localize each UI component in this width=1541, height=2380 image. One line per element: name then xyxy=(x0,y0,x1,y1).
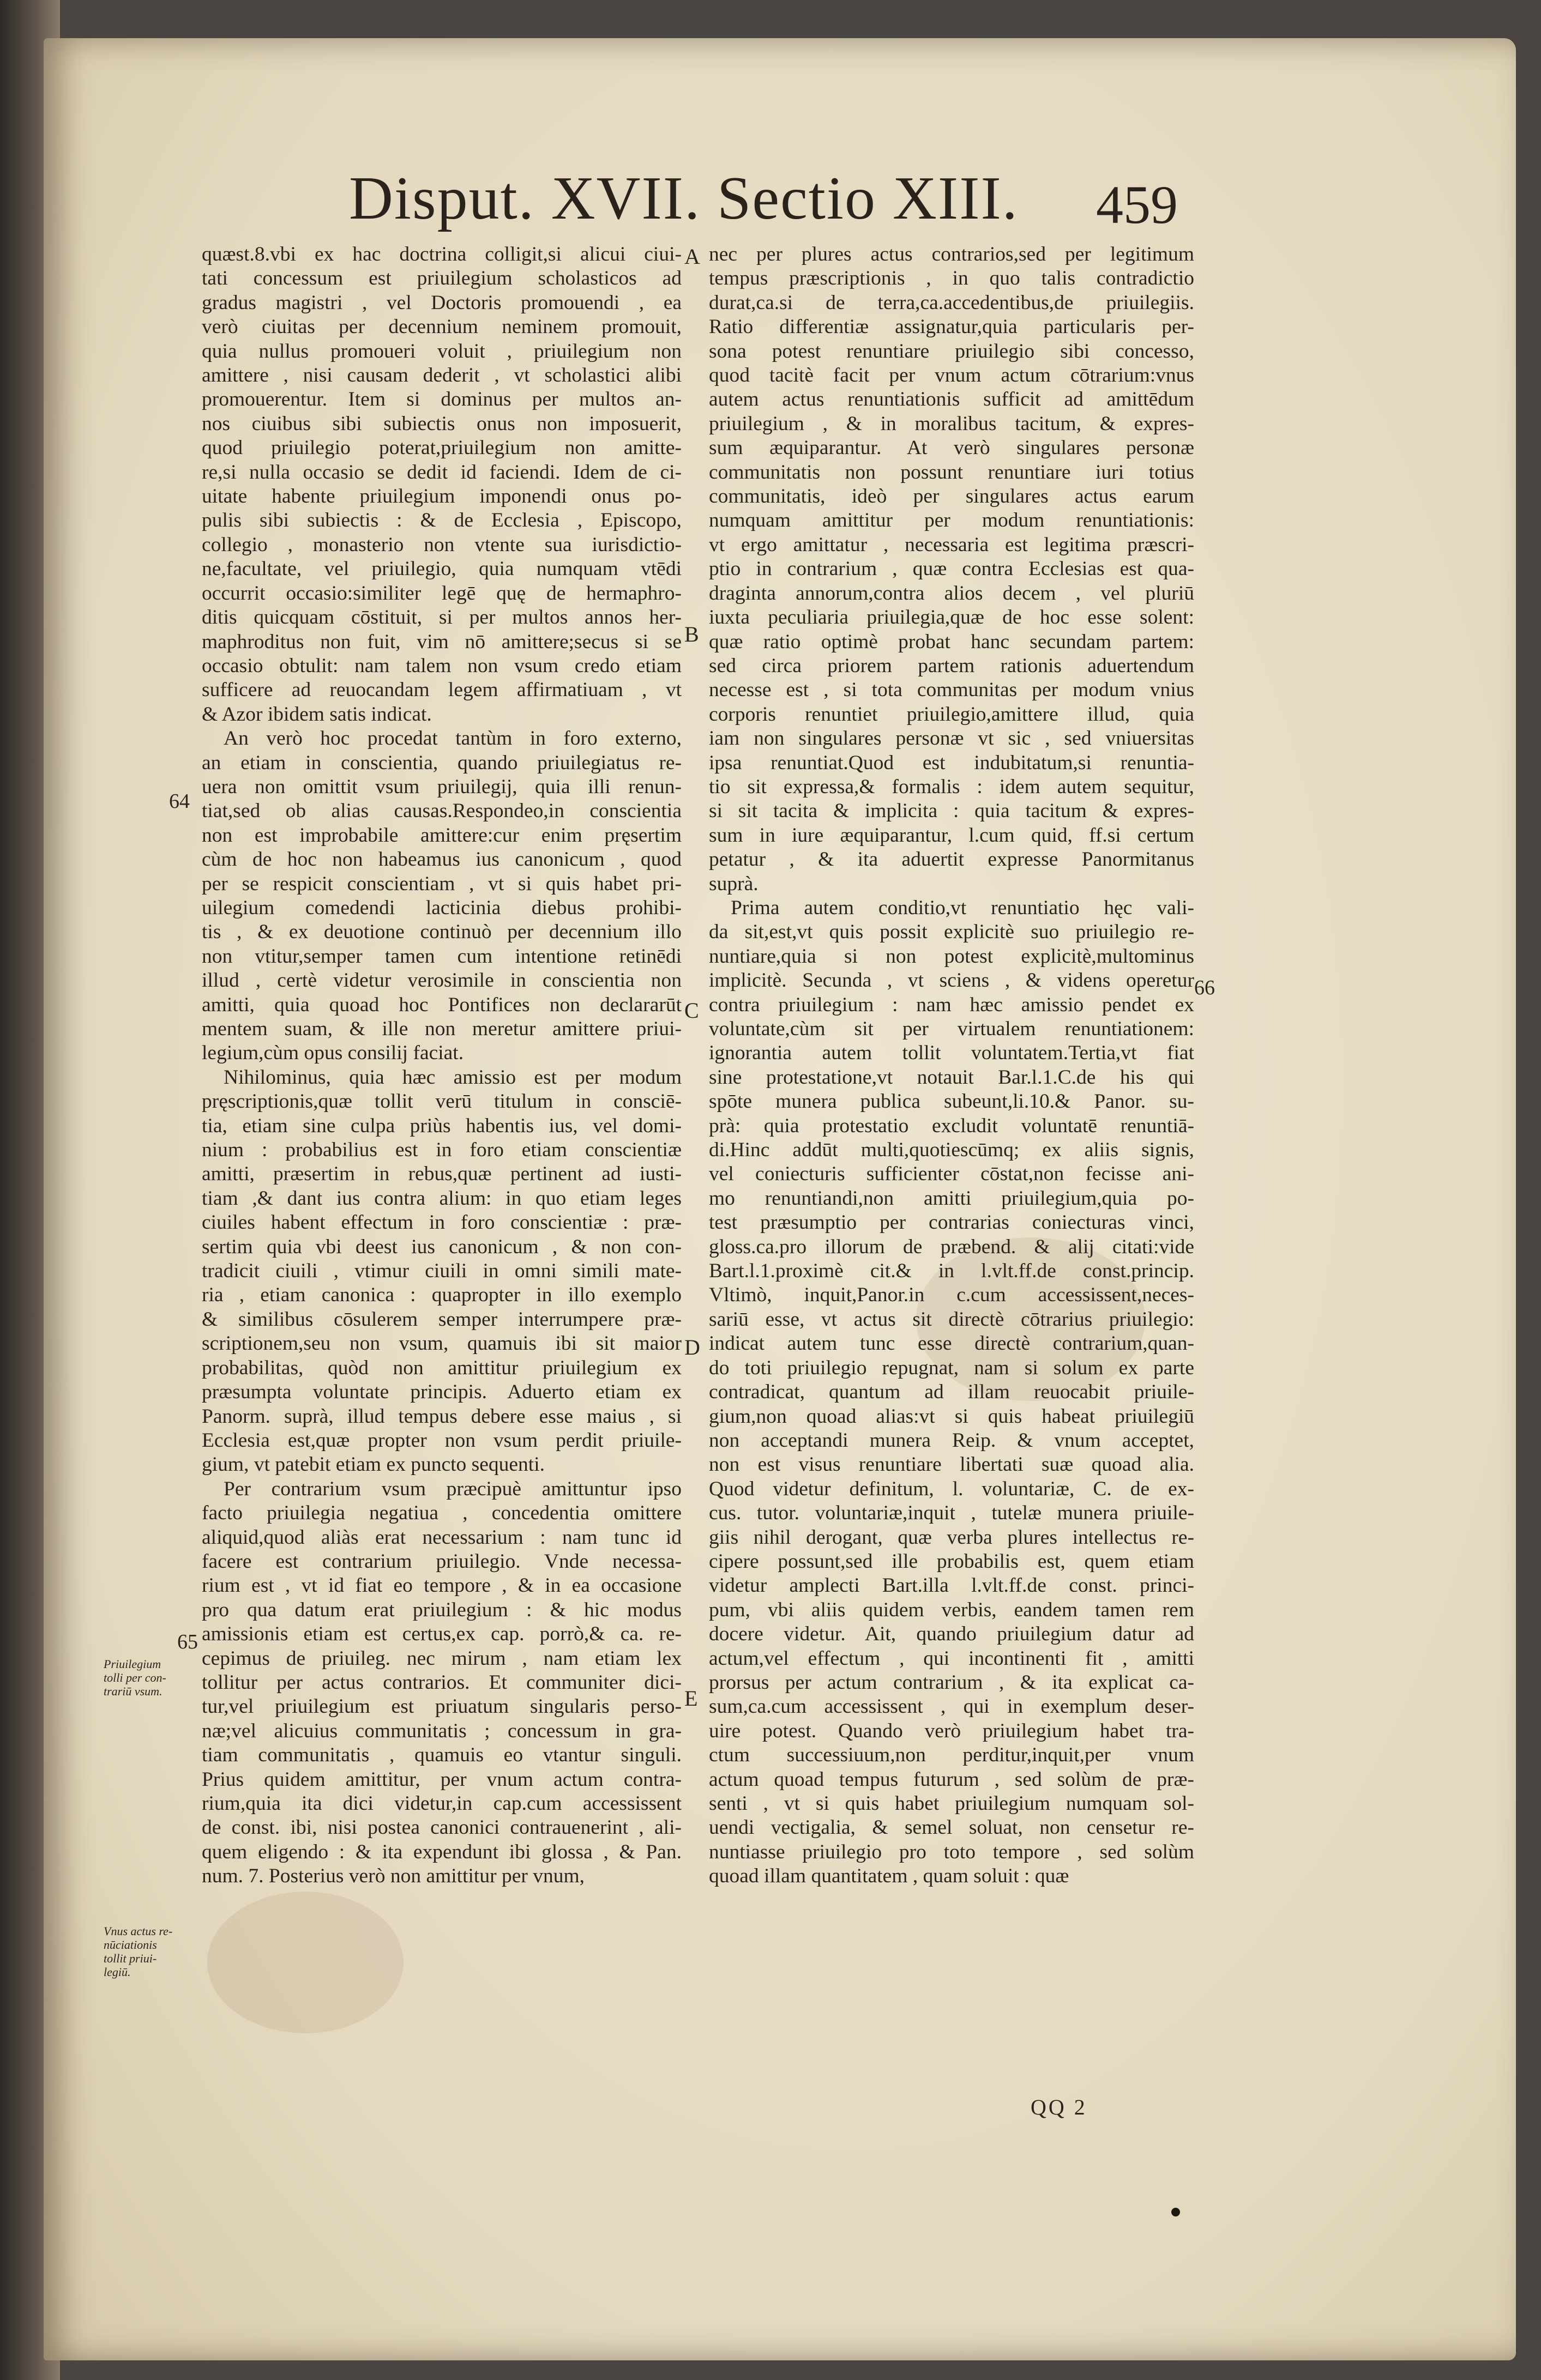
text-line: ditis quicquam cōstituit, si per multos annos her- xyxy=(202,606,682,629)
paper-stain xyxy=(207,1892,404,2033)
text-line: uilegium comedendi lacticinia diebus prohibi- xyxy=(202,896,682,919)
text-line: Panorm. suprà, illud tempus debere esse maius , si xyxy=(202,1405,682,1428)
right-column xyxy=(709,243,1194,1889)
paragraph-number-65: 65 xyxy=(177,1630,198,1653)
text-line: per se respicit conscientiam , vt si quis habet pri- xyxy=(202,872,682,895)
ink-dot xyxy=(1171,2208,1180,2216)
text-line: tempus præscriptionis , in quo talis contradictio xyxy=(709,267,1194,290)
text-line: Per contrarium vsum præcipuè amittuntur ipso xyxy=(224,1477,682,1500)
text-line: implicitè. Secunda , vt sciens , & videns operetur xyxy=(709,969,1194,992)
marginal-note-line: tolli per con- xyxy=(104,1671,166,1684)
text-line: durat,ca.si de terra,ca.accedentibus,de priuilegiis. xyxy=(709,291,1194,314)
text-line: num. 7. Posterius verò non amittitur per vnum, xyxy=(202,1865,585,1888)
paragraph-number-66: 66 xyxy=(1194,976,1215,999)
text-line: Prius quidem amittitur, per vnum actum contra- xyxy=(202,1768,682,1791)
text-line: sum æquiparantur. At verò singulares personæ xyxy=(709,437,1194,460)
text-line: actum,vel effectum , qui incontinenti fit , amitti xyxy=(709,1647,1194,1670)
text-line: quem eligendo : & ita expendunt ibi glossa , & Pan. xyxy=(202,1840,682,1863)
text-line: contradicat, quantum ad illam reuocabit priuile- xyxy=(709,1381,1194,1404)
text-line: non est improbabile amittere:cur enim pręsertim xyxy=(202,824,682,847)
left-column xyxy=(202,243,682,1889)
text-line: communitatis non possunt renuntiare iuri totius xyxy=(709,461,1194,484)
text-line: næ;vel alicuius communitatis ; concessum in gra- xyxy=(202,1719,682,1742)
text-line: amitti, præsertim in rebus,quæ pertinent ad iusti- xyxy=(202,1163,682,1186)
text-line: nuntiasse priuilegio pro toto tempore , sed solùm xyxy=(709,1840,1194,1863)
text-line: ria , etiam canonica : quapropter in illo exemplo xyxy=(202,1284,682,1307)
text-line: ptio in contrarium , quæ contra Ecclesias est qua- xyxy=(709,558,1194,581)
text-line: non vtitur,semper tamen cum intentione retinēdi xyxy=(202,945,682,968)
text-line: sum in iure æquiparantur, l.cum quid, ff.si certum xyxy=(709,824,1194,847)
section-letter-c: C xyxy=(684,998,699,1023)
text-line: test præsumptio per contrarias coniecturas vinci, xyxy=(709,1211,1194,1234)
text-line: An verò hoc procedat tantùm in foro externo, xyxy=(224,727,682,750)
text-line: tis , & ex deuotione continuò per decennium illo xyxy=(202,921,682,944)
text-line: aliquid,quod aliàs erat necessarium : nam tunc id xyxy=(202,1526,682,1549)
text-line: legium,cùm opus consilij faciat. xyxy=(202,1042,464,1065)
text-line: pręscriptionis,quæ tollit verū titulum in consciē- xyxy=(202,1090,682,1113)
text-line: da sit,est,vt quis possit explicitè suo priuilegio re- xyxy=(709,921,1194,944)
text-line: Ratio differentiæ assignatur,quia particularis per- xyxy=(709,316,1194,339)
text-line: vt ergo amittatur , necessaria est legitima præscri- xyxy=(709,533,1194,556)
text-line: docere videtur. Ait, quando priuilegium datur ad xyxy=(709,1623,1194,1646)
marginal-note-single-act xyxy=(104,1924,196,1979)
text-line: verò ciuitas per decennium neminem promouit, xyxy=(202,316,682,339)
text-line: uera non omittit vsum priuilegij, quia illi renun- xyxy=(202,775,682,798)
text-line: Prima autem conditio,vt renuntiatio hęc vali- xyxy=(731,896,1194,919)
marginal-note-line: tollit priui- xyxy=(104,1952,157,1965)
text-line: tiat,sed ob alias causas.Respondeo,in conscientia xyxy=(202,800,682,823)
text-line: autem actus renuntiationis sufficit ad amittēdum xyxy=(709,388,1194,411)
text-line: tollitur per actus contrarios. Et communiter dici- xyxy=(202,1671,682,1694)
marginal-note-line: legiū. xyxy=(104,1965,131,1979)
text-line: maphroditus non fuit, vim nō amittere;secus si se xyxy=(202,630,682,653)
text-line: draginta annorum,contra alios decem , vel pluriū xyxy=(709,582,1194,605)
text-line: videtur amplecti Bart.illa l.vlt.ff.de const. princi- xyxy=(709,1574,1194,1597)
section-letter-e: E xyxy=(684,1686,698,1711)
running-head: Disput. XVII. Sectio XIII. xyxy=(349,165,1019,232)
text-line: tia, etiam sine culpa priùs habentis ius, vel domi- xyxy=(202,1114,682,1137)
text-line: di.Hinc addūt multi,quotiescūmq; ex aliis signis, xyxy=(709,1139,1194,1162)
text-line: facto priuilegia negatiua , concedentia omittere xyxy=(202,1502,682,1525)
text-line: facere est contrarium priuilegio. Vnde necessa- xyxy=(202,1550,682,1573)
text-line: cipere possunt,sed ille probabilis est, quem etiam xyxy=(709,1550,1194,1573)
text-line: ipsa renuntiat.Quod est indubitatum,si renuntia- xyxy=(709,751,1194,774)
text-line: cùm de hoc non habeamus ius canonicum , quod xyxy=(202,848,682,871)
text-line: præsumpta voluntate principis. Aduerto etiam ex xyxy=(202,1381,682,1404)
text-line: cepimus de priuileg. nec mirum , nam etiam lex xyxy=(202,1647,682,1670)
text-line: tio sit expressa,& formalis : idem autem sequitur, xyxy=(709,775,1194,798)
text-line: nos ciuibus sibi subiectis onus non imposuerit, xyxy=(202,412,682,435)
text-line: giis nihil derogant, quæ verba plures intellectus re- xyxy=(709,1526,1194,1549)
text-line: nuntiare,quia si non potest explicitè,multominus xyxy=(709,945,1194,968)
text-line: & similibus cōsulerem semper interrumpere præ- xyxy=(202,1308,682,1331)
text-line: an etiam in conscientia, quando priuilegiatus re- xyxy=(202,751,682,774)
text-line: occasio obtulit: nam talem non vsum credo etiam xyxy=(202,654,682,677)
page-number: 459 xyxy=(1096,174,1178,235)
text-line: amitti, quia quoad hoc Pontifices non declararūt xyxy=(202,993,682,1016)
text-line: gloss.ca.pro illorum de præbend. & alij citati:vide xyxy=(709,1235,1194,1258)
text-line: ignorantia autem tollit voluntatem.Tertia,vt fiat xyxy=(709,1042,1194,1065)
text-line: vel coniecturis sufficienter cōstat,non fecisse ani- xyxy=(709,1163,1194,1186)
text-line: sine protestatione,vt notauit Bar.l.1.C.de his qui xyxy=(709,1066,1194,1089)
text-line: ne,facultate, vel priuilegio, quia numquam vtēdi xyxy=(202,558,682,581)
paragraph-number-64: 64 xyxy=(169,790,190,813)
text-line: Ecclesia est,quæ propter non vsum perdit priuile- xyxy=(202,1429,682,1452)
signature-mark: QQ 2 xyxy=(1031,2095,1087,2119)
text-line: Quod videtur definitum, l. voluntariæ, C. de ex- xyxy=(709,1477,1194,1500)
text-line: & Azor ibidem satis indicat. xyxy=(202,703,432,726)
text-line: uitate habente priuilegium imponendi onus po- xyxy=(202,485,682,508)
marginal-note-line: Vnus actus re- xyxy=(104,1924,173,1938)
text-line: sufficere ad reuocandam legem affirmatiuam , vt xyxy=(202,679,682,702)
text-line: cus. tutor. voluntariæ,inquit , tutelæ munera priuile- xyxy=(709,1502,1194,1525)
text-line: indicat autem tunc esse directè contrarium,quan- xyxy=(709,1332,1194,1355)
text-line: re,si nulla occasio se dedit id faciendi. Idem de ci- xyxy=(202,461,682,484)
text-line: contra priuilegium : nam hæc amissio pendet ex xyxy=(709,993,1194,1016)
text-line: ctum successiuum,non perditur,inquit,per vnum xyxy=(709,1744,1194,1767)
marginal-note-line: nūciationis xyxy=(104,1938,157,1952)
text-line: priuilegium , & in moralibus tacitum, & expres- xyxy=(709,412,1194,435)
text-line: do toti priuilegio repugnat, nam si solum ex parte xyxy=(709,1356,1194,1379)
text-line: rium,quia ita dici videtur,in cap.cum accessissent xyxy=(202,1792,682,1815)
text-line: communitatis, ideò per singulares actus earum xyxy=(709,485,1194,508)
text-line: collegio , monasterio non vtente sua iurisdictio- xyxy=(202,533,682,556)
text-line: quæst.8.vbi ex hac doctrina colligit,si alicui ciui- xyxy=(202,243,682,265)
marginal-note-line: Priuilegium xyxy=(104,1657,161,1671)
text-line: probabilitas, quòd non amittitur priuilegium ex xyxy=(202,1356,682,1379)
text-line: ciuiles habent effectum in foro conscientiæ : præ- xyxy=(202,1211,682,1234)
text-line: quod tacitè facit per vnum actum cōtrarium:vnus xyxy=(709,364,1194,387)
text-line: actum quoad tempus futurum , sed solùm de præ- xyxy=(709,1768,1194,1791)
text-line: tiam ,& dant ius contra alium: in quo etiam leges xyxy=(202,1187,682,1210)
text-line: mentem suam, & ille non meretur amittere priui- xyxy=(202,1018,682,1040)
section-letter-b: B xyxy=(684,622,699,647)
text-line: gium, vt patebit etiam ex puncto sequenti. xyxy=(202,1453,545,1476)
text-line: tiam communitatis , quamuis eo vtantur singuli. xyxy=(202,1744,682,1767)
text-line: Vltimò, inquit,Panor.in c.cum accessissent,neces- xyxy=(709,1284,1194,1307)
text-line: iuxta peculiaria priuilegia,quæ de hoc esse solent: xyxy=(709,606,1194,629)
text-line: prorsus per actum contrarium , & ita explicat ca- xyxy=(709,1671,1194,1694)
text-line: senti , vt si quis habet priuilegium numquam sol- xyxy=(709,1792,1194,1815)
text-line: non acceptandi munera Reip. & vnum acceptet, xyxy=(709,1429,1194,1452)
text-line: promouerentur. Item si dominus per multos an- xyxy=(202,388,682,411)
text-line: numquam amittitur per modum renuntiationis: xyxy=(709,509,1194,532)
text-line: quæ ratio optimè probat hanc secundam partem: xyxy=(709,630,1194,653)
text-line: sertim quia vbi deest ius canonicum , & non con- xyxy=(202,1235,682,1258)
text-line: quia nullus promoueri voluit , priuilegium non xyxy=(202,340,682,363)
text-line: sariū esse, vt actus sit directè cōtrarius priuilegio: xyxy=(709,1308,1194,1331)
section-letter-a: A xyxy=(684,244,700,269)
text-line: uendi vectigalia, & semel soluat, non censetur re- xyxy=(709,1816,1194,1839)
text-line: petatur , & ita aduertit expresse Panormitanus xyxy=(709,848,1194,871)
text-line: si sit tacita & implicita : quia tacitum & expres- xyxy=(709,800,1194,823)
text-line: rium est , vt id fiat eo tempore , & in ea occasione xyxy=(202,1574,682,1597)
text-line: quoad illam quantitatem , quam soluit : quæ xyxy=(709,1865,1069,1888)
text-line: amissionis etiam est certus,ex cap. porrò,& ca. re- xyxy=(202,1623,682,1646)
text-line: iam non singulares personæ vt sic , sed vniuersitas xyxy=(709,727,1194,750)
text-line: voluntate,cùm sit per virtualem renuntiationem: xyxy=(709,1018,1194,1040)
text-line: tur,vel priuilegium est priuatum singularis perso- xyxy=(202,1695,682,1718)
text-line: spōte munera publica subeunt,li.10.& Panor. su- xyxy=(709,1090,1194,1113)
text-line: amittere , nisi causam dederit , vt scholastici alibi xyxy=(202,364,682,387)
text-line: sum,ca.cum accessissent , qui in exemplum deser- xyxy=(709,1695,1194,1718)
text-line: tradicit ciuili , vtimur ciuili in omni simili mate- xyxy=(202,1260,682,1283)
text-line: uire potest. Quando verò priuilegium habet tra- xyxy=(709,1719,1194,1742)
text-line: Bart.l.1.proximè cit.& in l.vlt.ff.de const.princip. xyxy=(709,1260,1194,1283)
text-line: suprà. xyxy=(709,872,759,895)
text-line: occurrit occasio:similiter legē quę de hermaphro- xyxy=(202,582,682,605)
text-line: tati concessum est priuilegium scholasticos ad xyxy=(202,267,682,290)
text-line: pulis sibi subiectis : & de Ecclesia , Episcopo, xyxy=(202,509,682,532)
text-line: gium,non quoad alias:vt si quis habeat priuilegiū xyxy=(709,1405,1194,1428)
section-letter-d: D xyxy=(684,1335,700,1360)
text-line: Nihilominus, quia hæc amissio est per modum xyxy=(224,1066,682,1089)
text-line: sona potest renuntiare priuilegio sibi concesso, xyxy=(709,340,1194,363)
marginal-note-contrary-use xyxy=(104,1657,196,1698)
text-line: corporis renuntiet priuilegio,amittere illud, quia xyxy=(709,703,1194,726)
text-line: gradus magistri , vel Doctoris promouendi , ea xyxy=(202,291,682,314)
text-line: mo renuntiandi,non amitti priuilegium,quia po- xyxy=(709,1187,1194,1210)
text-line: quod priuilegio poterat,priuilegium non amitte- xyxy=(202,437,682,460)
text-line: nium : probabilius est in foro etiam conscientiæ xyxy=(202,1139,682,1162)
text-line: pro qua datum erat priuilegium : & hic modus xyxy=(202,1598,682,1621)
marginal-note-line: trariū vsum. xyxy=(104,1684,162,1698)
text-line: de const. ibi, nisi postea canonici contrauenerint , ali- xyxy=(202,1816,682,1839)
text-line: necesse est , si tota communitas per modum vnius xyxy=(709,679,1194,702)
text-line: nec per plures actus contrarios,sed per legitimum xyxy=(709,243,1194,265)
text-line: sed circa priorem partem rationis aduertendum xyxy=(709,654,1194,677)
text-line: prà: quia protestatio excludit voluntatē renuntiā- xyxy=(709,1114,1194,1137)
text-line: non est visus renuntiare libertati suæ quoad alia. xyxy=(709,1453,1194,1476)
text-line: pum, vbi aliis quidem verbis, eandem tamen rem xyxy=(709,1598,1194,1621)
text-line: scriptionem,seu non vsum, quamuis ibi sit maior xyxy=(202,1332,682,1355)
text-line: illud , certè videtur verosimile in conscientia non xyxy=(202,969,682,992)
